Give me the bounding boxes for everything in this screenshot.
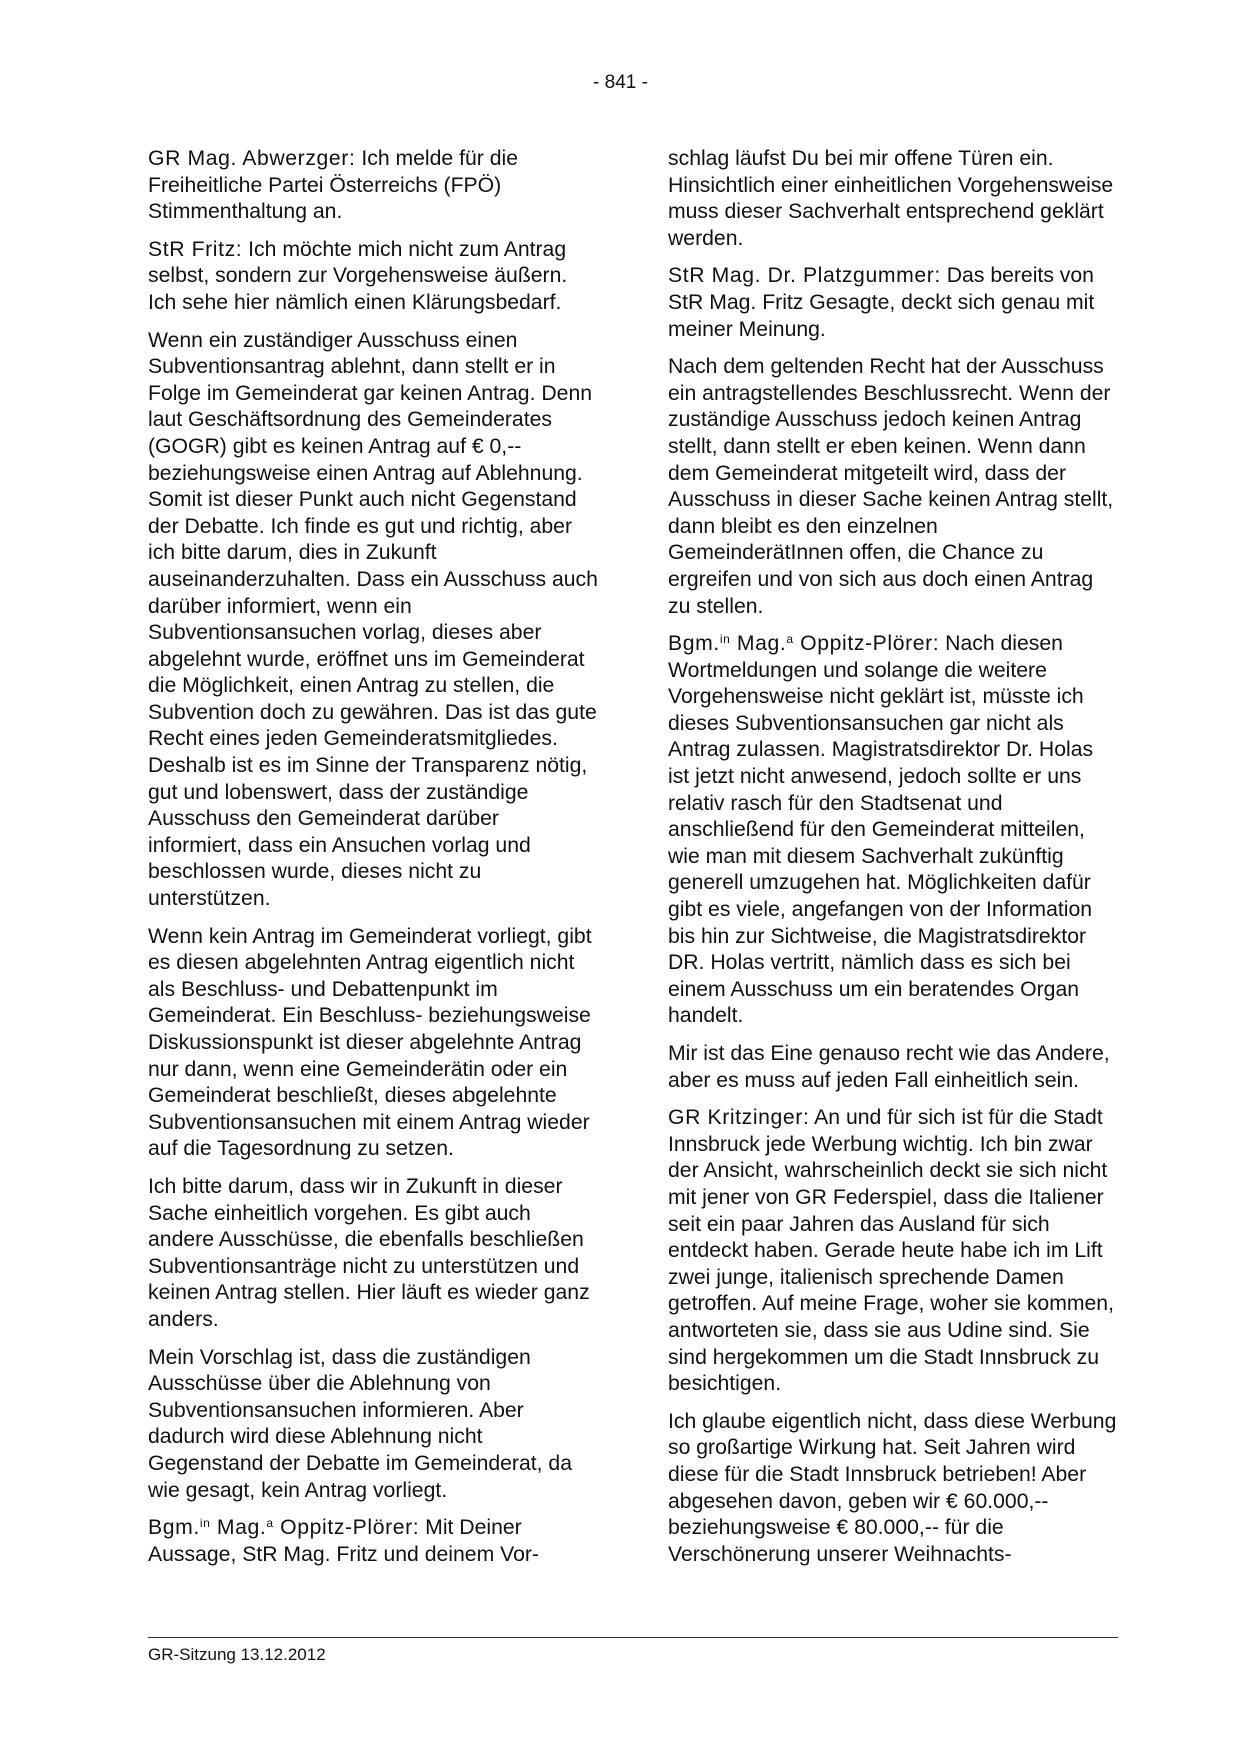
paragraph	[668, 263, 1118, 343]
paragraph-text: Wenn ein zuständiger Ausschuss einen Subventionsantrag ablehnt, dann stellt er in Folge im Gemeinderat gar keinen Antrag. Denn laut Geschäftsordnung des Gemeinderates (GOGR) gibt es keinen Antrag auf € 0,-- beziehungsweise einen Antrag auf Ablehnung. Somit ist dieser Punkt auch nicht Gegenstand der Debatte. Ich finde es gut und richtig, aber ich bitte darum, dies in Zukunft auseinanderzuhalten. Dass ein Ausschuss auch darüber informiert, wenn ein Subventionsansuchen vorlag, dieses aber abgelehnt wurde, eröffnet uns im Gemeinderat die Möglichkeit, einen Antrag zu stellen, die Subvention doch zu gewähren. Das ist das gute Recht eines jeden Gemeinderatsmitgliedes. Deshalb ist es im Sinne der Transparenz nötig, gut und lobenswert, dass der zuständige Ausschuss den Gemeinderat darüber informiert, dass ein Ansuchen vorlag und beschlossen wurde, dieses nicht zu unterstützen.	[148, 328, 598, 911]
speaker-name	[148, 1516, 419, 1539]
speaker-surname: Oppitz-Plörer:	[273, 1516, 420, 1540]
footer-session-date: GR-Sitzung 13.12.2012	[148, 1645, 326, 1664]
paragraph-text: Nach diesen Wortmeldungen und solange die weitere Vorgehensweise nicht geklärt ist, müsste ich dieses Subventionsansuchen gar nicht als Antrag zulassen. Magistratsdirektor Dr. Holas ist jetzt nicht anwesend, jedoch sollte er uns relativ rasch für den Stadtsenat und anschließend für den Gemeinderat mitteilen, wie man mit diesem Sachverhalt zukünftig generell umzugehen hat. Möglichkeiten dafür gibt es viele, angefangen von der Information bis hin zur Sichtweise, die Magistratsdirektor DR. Holas vertritt, nämlich dass es sich bei einem Ausschuss um ein beratendes Organ handelt.	[668, 632, 1094, 1028]
speaker-title: Bgm.	[148, 1516, 200, 1540]
speaker-surname: Oppitz-Plörer:	[793, 632, 940, 656]
paragraph	[148, 237, 598, 317]
paragraph-text: Mit Deiner Aussage, StR Mag. Fritz und deinem Vor-	[148, 1516, 539, 1566]
speaker-name	[668, 632, 939, 655]
paragraph	[148, 1174, 598, 1334]
left-column	[148, 146, 598, 1579]
paragraph	[668, 354, 1118, 620]
paragraph-text: schlag läufst Du bei mir offene Türen ein. Hinsichtlich einer einheitlichen Vorgehensweise muss dieser Sachverhalt entsprechend geklärt werden.	[668, 147, 1114, 250]
paragraph-text: Mein Vorschlag ist, dass die zuständigen Ausschüsse über die Ablehnung von Subventionsansuchen informieren. Aber dadurch wird diese Ablehnung nicht Gegenstand der Debatte im Gemeinderat, da wie gesagt, kein Antrag vorliegt.	[148, 1345, 572, 1502]
speaker-title: Mag.	[210, 1516, 267, 1540]
page-number: - 841 -	[593, 72, 648, 93]
paragraph-text: Mir ist das Eine genauso recht wie das Andere, aber es muss auf jeden Fall einheitlich sein.	[668, 1042, 1110, 1092]
speaker-title: Bgm.	[668, 632, 720, 656]
paragraph-text: Nach dem geltenden Recht hat der Ausschuss ein antragstellendes Beschlussrecht. Wenn der zuständige Ausschuss jedoch keinen Antrag stellt, dann stellt er eben keinen. Wenn dann dem Gemeinderat mitgeteilt wird, dass der Ausschuss in dieser Sache keinen Antrag stellt, dann bleibt es den einzelnen GemeinderätInnen offen, die Chance zu ergreifen und von sich aus doch einen Antrag zu stellen.	[668, 355, 1114, 618]
superscript: a	[266, 1516, 274, 1531]
right-column	[668, 146, 1118, 1579]
superscript: in	[199, 1516, 211, 1531]
paragraph	[668, 146, 1118, 252]
superscript: a	[786, 632, 794, 647]
paragraph-text: Das bereits von StR Mag. Fritz Gesagte, deckt sich genau mit meiner Meinung.	[668, 264, 1095, 341]
paragraph	[668, 631, 1118, 1030]
paragraph-text: Ich möchte mich nicht zum Antrag selbst, sondern zur Vorgehensweise äußern. Ich sehe hier nämlich einen Klärungsbedarf.	[148, 237, 568, 314]
speaker-title: Mag.	[730, 632, 787, 656]
paragraph	[668, 1409, 1118, 1569]
paragraph-text: An und für sich ist für die Stadt Innsbruck jede Werbung wichtig. Ich bin zwar der Ansicht, wahrscheinlich deckt sie sich nicht mit jener von GR Federspiel, dass die Italiener seit ein paar Jahren das Ausland für sich entdeckt haben. Gerade heute habe ich im Lift zwei junge, italienisch sprechende Damen getroffen. Auf meine Frage, woher sie kommen, antworteten sie, dass sie aus Udine sind. Sie sind hergekommen um die Stadt Innsbruck zu besichtigen.	[668, 1106, 1114, 1396]
paragraph-text: Ich bitte darum, dass wir in Zukunft in dieser Sache einheitlich vorgehen. Es gibt auch andere Ausschüsse, die ebenfalls beschließen Subventionsanträge nicht zu unterstützen und keinen Antrag stellen. Hier läuft es wieder ganz anders.	[148, 1174, 590, 1331]
speaker-name: StR Fritz:	[148, 237, 243, 261]
paragraph	[668, 1041, 1118, 1094]
paragraph-text: Wenn kein Antrag im Gemeinderat vorliegt, gibt es diesen abgelehnten Antrag eigentlich nicht als Beschluss- und Debattenpunkt im Gemeinderat. Ein Beschluss- beziehungsweise Diskussionspunkt ist dieser abgelehnte Antrag nur dann, wenn eine Gemeinderätin oder ein Gemeinderat beschließt, dieses abgelehnte Subventionsansuchen mit einem Antrag wieder auf die Tagesordnung zu setzen.	[148, 924, 592, 1161]
speaker-name: GR Kritzinger:	[668, 1106, 810, 1130]
paragraph	[148, 146, 598, 226]
speaker-name: StR Mag. Dr. Platzgummer:	[668, 264, 941, 288]
paragraph	[148, 1515, 598, 1568]
paragraph	[148, 1345, 598, 1505]
paragraph-text: Ich glaube eigentlich nicht, dass diese Werbung so großartige Wirkung hat. Seit Jahren wird diese für die Stadt Innsbruck betrieben! Aber abgesehen davon, geben wir € 60.000,-- beziehungsweise € 80.000,-- für die Verschönerung unserer Weihnachts-	[668, 1409, 1117, 1566]
paragraph-text: Ich melde für die Freiheitliche Partei Österreichs (FPÖ) Stimmenthaltung an.	[148, 147, 518, 224]
paragraph	[148, 328, 598, 913]
paragraph	[668, 1105, 1118, 1398]
superscript: in	[719, 632, 731, 647]
footer-divider	[148, 1637, 1118, 1638]
paragraph	[148, 924, 598, 1163]
speaker-name: GR Mag. Abwerzger:	[148, 147, 356, 170]
